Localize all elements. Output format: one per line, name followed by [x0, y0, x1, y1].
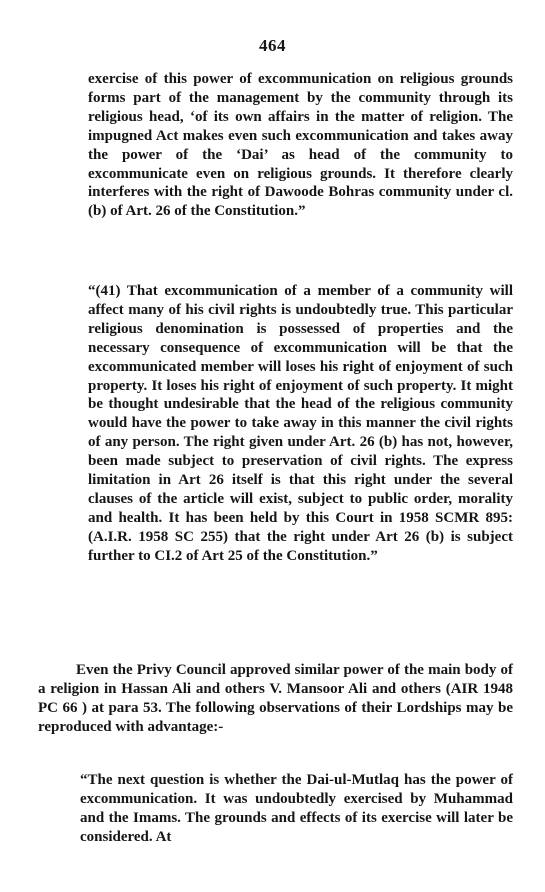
- body-paragraph-privy-council: Even the Privy Council approved similar power of the main body of a religion in Hassan Ali and others V. Mansoor Ali and others (AIR 1948 PC 66 ) at para 53. The following observations of their Lordships may be reproduced with advantage:-: [38, 662, 513, 735]
- quoted-passage-excommunication-management: exercise of this power of excommunication on religious grounds forms part of the management by the community through its religious head, ‘of its own affairs in the matter of religion. The impugned Act makes even such excommunication and takes away the power of the ‘Dai’ as head of the community to excommunicate even on religious grounds. It therefore clearly interferes with the right of Dawoode Bohras community under cl. (b) of Art. 26 of the Constitution.”: [88, 71, 513, 220]
- quoted-passage-civil-rights: “(41) That excommunication of a member of a community will affect many of his civil rights is undoubtedly true. This particular religious denomination is possessed of properties and the necessary consequence of excommunication will be that the excommunicated member will loses his right of enjoyment of such property. It loses his right of enjoyment of such property. It might be thought undesirable that the head of the religious community would have the power to take away in this manner the civil rights of any person. The right given under Art. 26 (b) has not, however, been made subject to preservation of civil rights. The express limitation in Art 26 itself is that this right under the several clauses of the article will exist, subject to public order, morality and health. It has been held by this Court in 1958 SCMR 895: (A.I.R. 1958 SC 255) that the right under Art 26 (b) is subject further to CI.2 of Art 25 of the Constitution.”: [88, 283, 513, 564]
- quoted-passage-dai-ul-mutlaq: “The next question is whether the Dai-ul-Mutlaq has the power of excommunication. It was undoubtedly exercised by Muhammad and the Imams. The grounds and effects of its exercise will later be considered. At: [80, 772, 513, 845]
- page-number: 464: [259, 36, 286, 55]
